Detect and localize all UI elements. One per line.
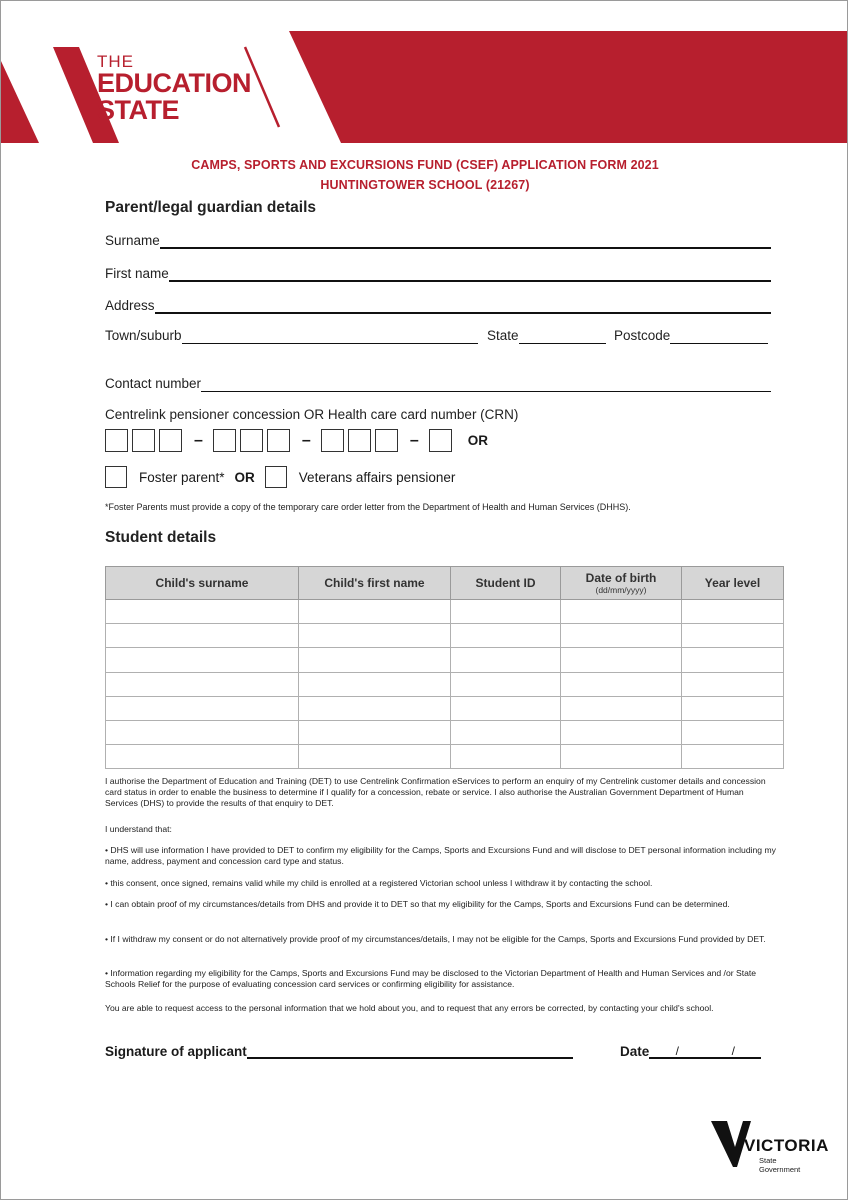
cell-dob[interactable] (561, 600, 682, 624)
cell-first-name[interactable] (299, 745, 451, 769)
cell-dob[interactable] (561, 648, 682, 672)
cell-year-level[interactable] (682, 745, 784, 769)
postcode-line[interactable] (670, 330, 768, 344)
address-label: Address (105, 298, 155, 313)
town-field[interactable] (105, 326, 478, 344)
cell-dob[interactable] (561, 696, 682, 720)
cell-dob[interactable] (561, 720, 682, 744)
cell-student-id[interactable] (451, 672, 561, 696)
table-header-row (106, 567, 784, 600)
state-field[interactable] (487, 326, 606, 344)
surname-field[interactable] (105, 231, 771, 249)
cell-student-id[interactable] (451, 600, 561, 624)
table-row (106, 672, 784, 696)
surname-label: Surname (105, 233, 160, 248)
crn-box[interactable] (429, 429, 452, 452)
crn-box[interactable] (240, 429, 263, 452)
crn-or-label: OR (467, 433, 488, 448)
crn-box[interactable] (375, 429, 398, 452)
table-row (106, 648, 784, 672)
signature-field[interactable] (105, 1044, 573, 1059)
cell-student-id[interactable] (451, 648, 561, 672)
town-label: Town/suburb (105, 328, 182, 343)
cell-surname[interactable] (106, 648, 299, 672)
or-label: OR (234, 469, 255, 485)
table-row (106, 600, 784, 624)
cell-first-name[interactable] (299, 600, 451, 624)
cell-year-level[interactable] (682, 672, 784, 696)
understand-heading: I understand that: (105, 824, 172, 834)
crn-box[interactable] (159, 429, 182, 452)
cell-dob[interactable] (561, 672, 682, 696)
cell-first-name[interactable] (299, 720, 451, 744)
cell-dob[interactable] (561, 745, 682, 769)
student-rows (106, 600, 784, 769)
veterans-label: Veterans affairs pensioner (298, 469, 456, 485)
col-first-name-header: Child's first name (299, 567, 451, 600)
cell-surname[interactable] (106, 745, 299, 769)
postcode-field[interactable] (614, 326, 768, 344)
col-year-level-header: Year level (682, 567, 784, 600)
first-name-label: First name (105, 266, 169, 281)
cell-first-name[interactable] (299, 672, 451, 696)
dob-format: (dd/mm/yyyy) (595, 585, 647, 595)
cell-year-level[interactable] (682, 720, 784, 744)
col-dob-header (561, 567, 682, 600)
date-separator: / (731, 1044, 735, 1058)
government-text: Government (759, 1165, 801, 1174)
address-field[interactable] (105, 296, 771, 314)
address-line[interactable] (155, 300, 771, 314)
foster-veterans-row (105, 466, 455, 488)
date-line[interactable] (649, 1045, 761, 1059)
date-field[interactable] (620, 1044, 761, 1059)
col-student-id-header: Student ID (451, 567, 561, 600)
crn-heading (105, 405, 705, 423)
state-text: State (759, 1156, 777, 1165)
crn-box[interactable] (132, 429, 155, 452)
crn-label: Centrelink pensioner concession OR Health care card number (CRN) (105, 407, 519, 422)
first-name-line[interactable] (169, 268, 771, 282)
cell-surname[interactable] (106, 720, 299, 744)
contact-label: Contact number (105, 376, 202, 391)
date-label: Date (620, 1044, 650, 1059)
crn-dash: – (301, 431, 311, 449)
authorise-paragraph: I authorise the Department of Education and Training (DET) to use Centrelink Confirmation eServices to perform an enquiry of my Centrelink customer details and concession card status in order to enable the business to determine if I qualify for a concession, rebate or service. I also authorise the Australian Government Department of Human Services (DHS) to provide the results of that enquiry to DET. (105, 776, 766, 808)
cell-surname[interactable] (106, 672, 299, 696)
first-name-field[interactable] (105, 264, 771, 282)
cell-student-id[interactable] (451, 720, 561, 744)
access-paragraph: You are able to request access to the personal information that we hold about you, and to request that any errors be corrected, by contacting your child's school. (105, 1003, 714, 1013)
state-line[interactable] (519, 330, 606, 344)
table-row (106, 720, 784, 744)
crn-dash: – (409, 431, 419, 449)
student-details-table (105, 566, 784, 769)
postcode-label: Postcode (614, 328, 671, 343)
table-row (106, 624, 784, 648)
education-state-logo (97, 53, 251, 124)
crn-boxes (105, 429, 488, 452)
foster-parent-checkbox[interactable] (105, 466, 127, 488)
crn-box[interactable] (105, 429, 128, 452)
foster-parent-label: Foster parent* (139, 469, 225, 485)
dob-label: Date of birth (585, 571, 657, 585)
bullet-dhs: • DHS will use information I have provided to DET to confirm my eligibility for the Camps, Sports and Excursions Fund and will disclose to DET personal information including my name, address, payment and concession card type and status. (105, 845, 776, 866)
table-row (106, 696, 784, 720)
logo-line-education: EDUCATION (97, 68, 251, 98)
cell-year-level[interactable] (682, 624, 784, 648)
col-surname-header: Child's surname (106, 567, 299, 600)
cell-first-name[interactable] (299, 696, 451, 720)
state-label: State (487, 328, 519, 343)
date-separator: / (675, 1044, 679, 1058)
cell-year-level[interactable] (682, 648, 784, 672)
table-row (106, 745, 784, 769)
bullet-disclose: • Information regarding my eligibility for the Camps, Sports and Excursions Fund may be disclosed to the Victorian Department of Health and Human Services and /or State Schools Relief for the purpose of evaluating concession card services or confirming eligibility for assistance. (105, 968, 757, 989)
victoria-logo-subtext (759, 1156, 800, 1174)
bullet-withdraw: • If I withdraw my consent or do not alternatively provide proof of my circumstances/details, I may not be eligible for the Camps, Sports and Excursions Fund provided by DET. (105, 934, 766, 944)
foster-note: *Foster Parents must provide a copy of the temporary care order letter from the Department of Health and Human Services (DHHS). (105, 502, 631, 512)
bullet-proof: • I can obtain proof of my circumstances/details from DHS and provide it to DET so that my eligibility for the Camps, Sports and Excursions Fund can be determined. (105, 899, 730, 909)
cell-dob[interactable] (561, 624, 682, 648)
crn-dash: – (194, 431, 203, 449)
town-line[interactable] (182, 330, 478, 344)
cell-student-id[interactable] (451, 745, 561, 769)
student-heading: Student details (105, 529, 217, 546)
signature-line[interactable] (247, 1045, 573, 1059)
surname-line[interactable] (160, 235, 771, 249)
contact-field[interactable] (105, 374, 771, 392)
crn-box[interactable] (213, 429, 236, 452)
logo-line-the: THE (97, 52, 134, 71)
cell-year-level[interactable] (682, 696, 784, 720)
bullet-consent: • this consent, once signed, remains valid while my child is enrolled at a registered Victorian school unless I withdraw it by contacting the school. (105, 878, 653, 888)
form-title: CAMPS, SPORTS AND EXCURSIONS FUND (CSEF) APPLICATION FORM 2021 (191, 158, 659, 172)
guardian-heading: Parent/legal guardian details (105, 199, 317, 216)
cell-year-level[interactable] (682, 600, 784, 624)
cell-student-id[interactable] (451, 624, 561, 648)
cell-surname[interactable] (106, 600, 299, 624)
cell-first-name[interactable] (299, 624, 451, 648)
signature-label: Signature of applicant (105, 1044, 247, 1059)
crn-box[interactable] (321, 429, 344, 452)
cell-surname[interactable] (106, 624, 299, 648)
crn-box[interactable] (267, 429, 290, 452)
cell-student-id[interactable] (451, 696, 561, 720)
logo-line-state: STATE (97, 95, 179, 125)
school-name: HUNTINGTOWER SCHOOL (21267) (320, 178, 530, 192)
cell-surname[interactable] (106, 696, 299, 720)
crn-box[interactable] (348, 429, 371, 452)
veterans-checkbox[interactable] (265, 466, 287, 488)
cell-first-name[interactable] (299, 648, 451, 672)
contact-line[interactable] (201, 378, 771, 392)
victoria-logo-text: VICTORIA (744, 1136, 829, 1155)
